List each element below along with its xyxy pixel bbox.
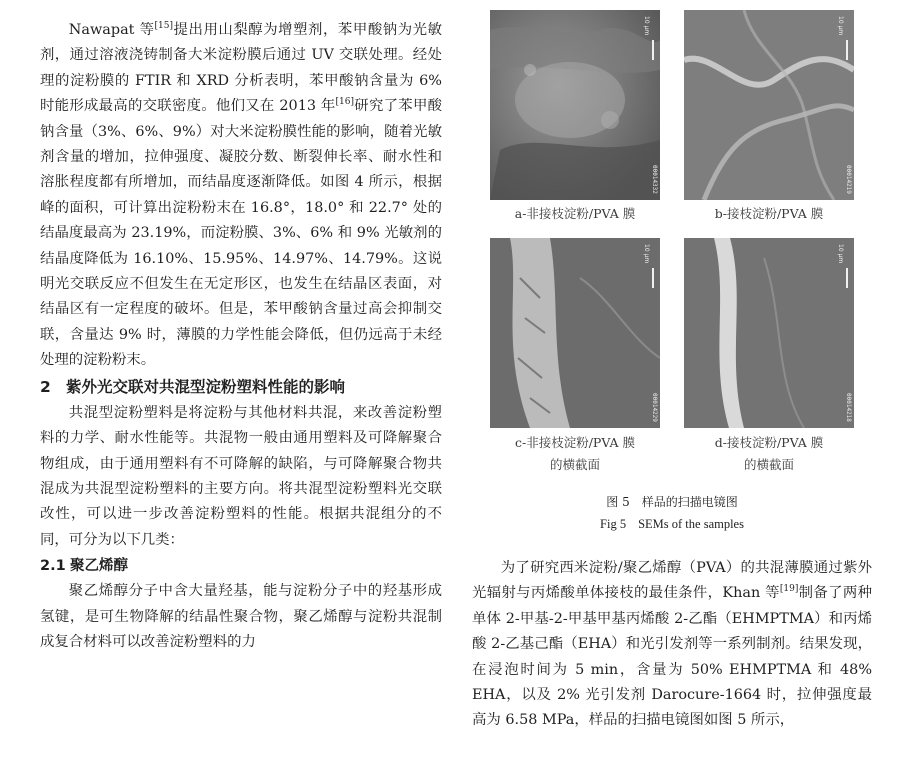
paragraph-khan [472, 556, 872, 734]
sub-caption-c [490, 432, 660, 476]
sub-caption-line: 的横截面 [549, 457, 600, 472]
subsection-heading-2-1 [40, 553, 442, 579]
citation-ref: [19] [779, 584, 799, 595]
right-column [472, 10, 872, 734]
sem-texture-c [490, 238, 660, 428]
sem-texture-b [684, 10, 854, 200]
paragraph-blends: 共混型淀粉塑料是将淀粉与其他材料共混，来改善淀粉塑料的力学、耐水性能等。共混物一般由通用塑料及可降解聚合物组成，由于通用塑料有不可降解的缺陷，与可降解聚合物共混成为共混型淀粉塑料的主要方向。将共混型淀粉塑料光交联改性，可以进一步改善淀粉塑料的性能。根据共混组分的不同，可分为以下几类： [40, 404, 442, 548]
sub-caption-b [684, 203, 854, 225]
text-run: 提出用山梨醇为增塑剂，苯甲酸钠为光敏剂，通过溶液浇铸制备大米淀粉膜后通过 UV 交联处理。经处理的淀粉膜的 FTIR 和 XRD 分析表明，苯甲酸钠含量为 6% 时能形成最高的交联密度。他们又在 2013 年 [40, 22, 442, 115]
citation-ref: [15] [154, 21, 173, 32]
sem-image-c [490, 238, 660, 428]
scale-label: 10 μm [643, 16, 650, 36]
section-number: 2 [40, 377, 51, 396]
sub-caption-d [684, 432, 854, 476]
citation-ref: [16] [335, 97, 355, 108]
sem-image-a [490, 10, 660, 200]
sub-caption-line: d-接枝淀粉/PVA 膜 [714, 435, 824, 450]
subsection-title: 聚乙烯醇 [70, 558, 128, 575]
sub-caption-line: a-非接枝淀粉/PVA 膜 [514, 206, 636, 221]
image-code: 00014332 [651, 165, 658, 194]
scale-label: 10 μm [643, 244, 650, 264]
sem-image-b [684, 10, 854, 200]
sem-image-d [684, 238, 854, 428]
figure-number: Fig 5 [600, 517, 627, 531]
image-code: 00014218 [845, 393, 852, 422]
left-column [40, 18, 442, 655]
figure-caption-cn [472, 492, 872, 512]
sem-texture-a [490, 10, 660, 200]
scale-bar [846, 40, 848, 60]
figure-caption-en [472, 514, 872, 534]
image-code: 00014229 [651, 393, 658, 422]
sub-caption-a [490, 203, 660, 225]
sub-caption-line: c-非接枝淀粉/PVA 膜 [514, 435, 636, 450]
text-run: Nawapat 等 [68, 22, 155, 38]
section-heading-2 [40, 374, 442, 401]
text-run: 制备了两种单体 2-甲基-2-甲基甲基丙烯酸 2-乙酯（EHMPTMA）和丙烯酸 2-乙基己酯（EHA）和光引发剂等一系列制剂。结果发现，在浸泡时间为 5 min，含量为 50% EHMPTMA 和 48% EHA，以及 2% 光引发剂 Darocure-1664 时，拉伸强度最高为 6.58 MPa，样品的扫描电镜图如图 5 所示， [472, 585, 872, 729]
figure-number: 图 5 [606, 495, 630, 509]
figure-title: 样品的扫描电镜图 [641, 495, 738, 509]
figure-5-grid [472, 10, 872, 490]
subsection-number: 2.1 [40, 558, 66, 575]
text-run: 为了研究西米淀粉/聚乙烯醇（PVA）的共混薄膜通过紫外光辐射与丙烯酸单体接枝的最佳条件，Khan 等 [472, 560, 872, 602]
sub-caption-line: b-接枝淀粉/PVA 膜 [714, 206, 824, 221]
image-code: 00014219 [845, 165, 852, 194]
scale-label: 10 μm [837, 16, 844, 36]
scale-bar [846, 268, 848, 288]
section-title: 紫外光交联对共混型淀粉塑料性能的影响 [66, 377, 346, 396]
paragraph-nawapat [40, 18, 442, 374]
sem-texture-d [684, 238, 854, 428]
scale-bar [652, 268, 654, 288]
scale-bar [652, 40, 654, 60]
sub-caption-line: 的横截面 [743, 457, 794, 472]
paragraph-pva: 聚乙烯醇分子中含大量羟基，能与淀粉分子中的羟基形成氢键，是可生物降解的结晶性聚合物，聚乙烯醇与淀粉共混制成复合材料可以改善淀粉塑料的力 [40, 583, 442, 650]
text-run: 研究了苯甲酸钠含量（3%、6%、9%）对大米淀粉膜性能的影响，随着光敏剂含量的增加，拉伸强度、凝胶分数、断裂伸长率、耐水性和溶胀程度都有所增加，而结晶度逐渐降低。如图 4 所示，根据峰的面积，可计算出淀粉粉末在 16.8°，18.0° 和 22.7° 处的结晶度最高为 23.19%，而淀粉膜、3%、6% 和 9% 光敏剂的结晶度降低为 16.10%、15.95%、14.97%、14.79%。这说明光交联反应不但发生在无定形区，也发生在结晶区表面，对结晶区有一定程度的破坏。但是，苯甲酸钠含量过高会抑制交联，含量达 9% 时，薄膜的力学性能会降低，但仍远高于未经处理的淀粉粉末。 [40, 98, 442, 369]
scale-label: 10 μm [837, 244, 844, 264]
figure-title: SEMs of the samples [638, 517, 744, 531]
